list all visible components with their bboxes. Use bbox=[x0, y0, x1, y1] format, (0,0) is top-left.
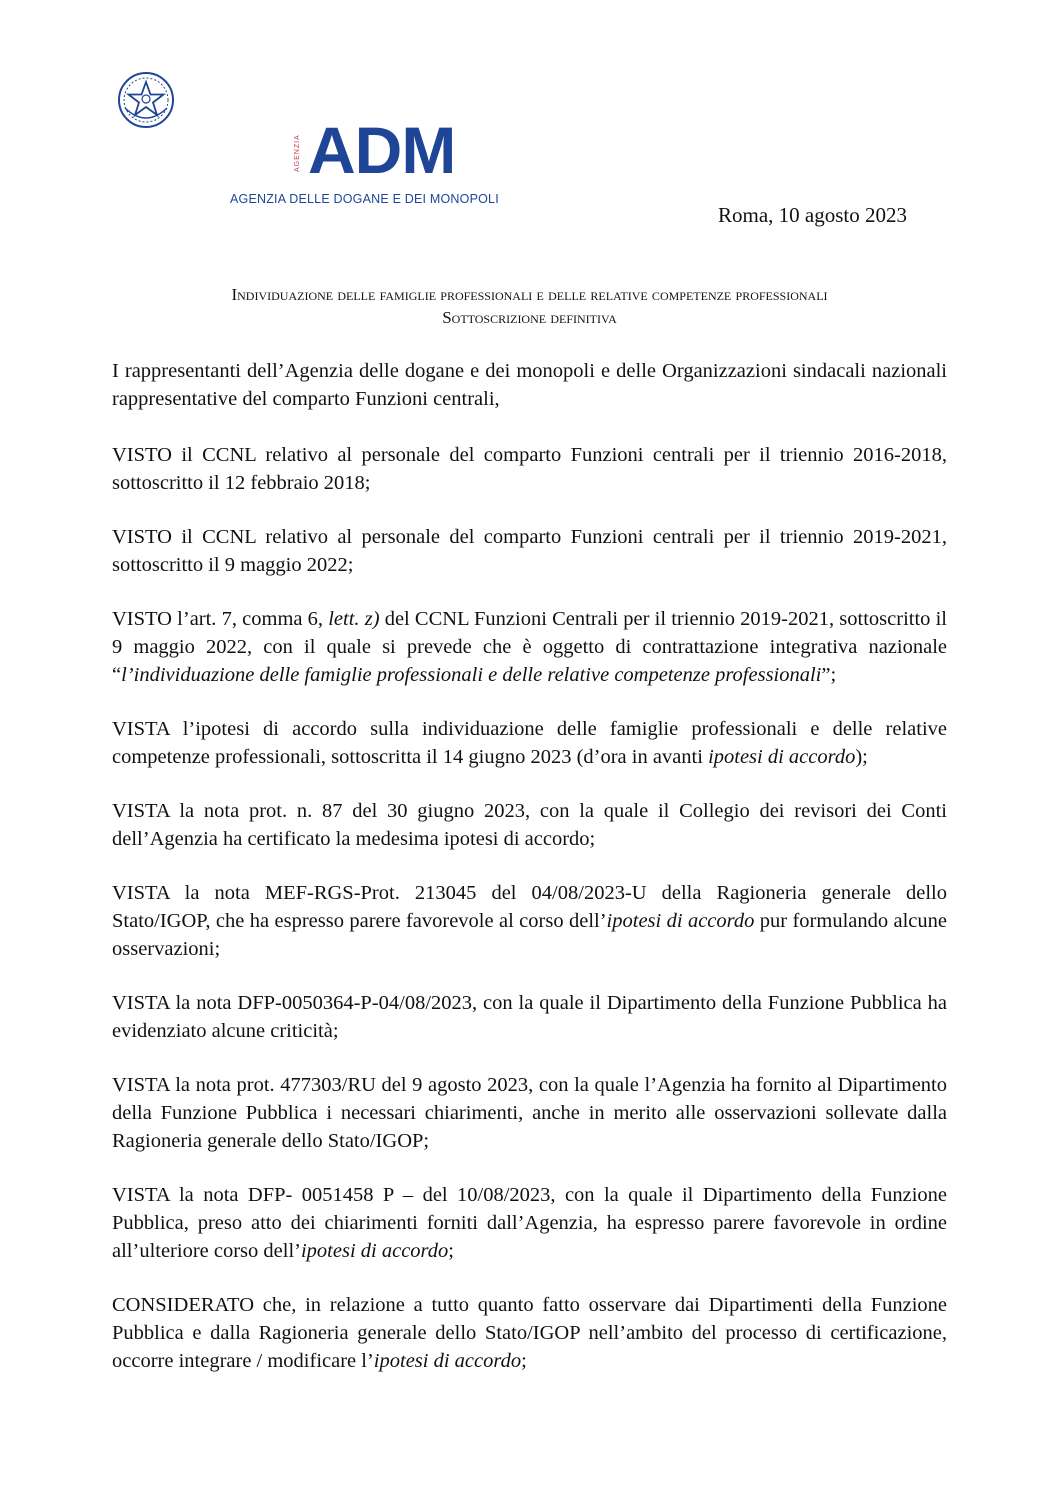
paragraph-vista-ipotesi bbox=[112, 715, 947, 771]
text-span: VISTA la nota MEF-RGS-Prot. 213045 del 04/08/2023-U della Ragioneria generale dello Stato/IGOP, che ha espresso parere favorevole al corso dell’ bbox=[112, 882, 947, 932]
paragraph-vista-nota-dfp-0050364: VISTA la nota DFP-0050364-P-04/08/2023, con la quale il Dipartimento della Funzione Pubblica ha evidenziato alcune criticità; bbox=[112, 992, 947, 1042]
paragraph-visto-art7 bbox=[112, 605, 947, 689]
paragraph-vista-nota-mef bbox=[112, 879, 947, 963]
logo-vertical-text: AGENZIA bbox=[294, 134, 301, 172]
title-line-1: Individuazione delle famiglie professionali e delle relative competenze professionali bbox=[231, 285, 828, 304]
text-span: VISTO l’art. 7, comma 6, bbox=[112, 608, 329, 630]
title-line-2: Sottoscrizione definitiva bbox=[442, 308, 617, 327]
text-span: ”; bbox=[821, 664, 837, 686]
paragraph-visto-ccnl-2019: VISTO il CCNL relativo al personale del comparto Funzioni centrali per il triennio 2019-2021, sottoscritto il 9 maggio 2022; bbox=[112, 526, 947, 576]
italian-republic-emblem-icon bbox=[116, 70, 176, 130]
italic-span: ipotesi di accordo bbox=[373, 1350, 522, 1372]
text-span: pur formulando alcune osservazioni; bbox=[112, 910, 948, 960]
text-span: VISTA l’ipotesi di accordo sulla individuazione delle famiglie professionali e delle relative competenze professionali, sottoscritta il 14 giugno 2023 (d’ora in avanti bbox=[112, 718, 947, 768]
text-span: CONSIDERATO che, in relazione a tutto quanto fatto osservare dai Dipartimenti della Funzione Pubblica e dalla Ragioneria generale dello Stato/IGOP nell’ambito del processo di certificazione, occorre integrare / modificare l’ bbox=[112, 1294, 947, 1372]
document-date: Roma, 10 agosto 2023 bbox=[718, 203, 907, 227]
paragraph-visto-ccnl-2016: VISTO il CCNL relativo al personale del comparto Funzioni centrali per il triennio 2016-2018, sottoscritto il 12 febbraio 2018; bbox=[112, 444, 947, 494]
text-span: del CCNL Funzioni Centrali per il triennio 2019-2021, sottoscritto il 9 maggio 2022, con il quale si prevede che è oggetto di contrattazione integrativa nazionale “ bbox=[112, 608, 947, 686]
paragraph-vista-nota-dfp-0051458 bbox=[112, 1181, 947, 1265]
paragraph-intro: I rappresentanti dell’Agenzia delle dogane e dei monopoli e delle Organizzazioni sindacali nazionali rappresentative del comparto Funzioni centrali, bbox=[112, 360, 947, 410]
adm-logo bbox=[112, 62, 499, 206]
logo-subtitle: AGENZIA DELLE DOGANE E DEI MONOPOLI bbox=[230, 192, 499, 206]
document-body bbox=[112, 357, 947, 1401]
italic-span: lett. z) bbox=[328, 608, 380, 630]
italic-span: ipotesi di accordo bbox=[606, 910, 755, 932]
document-title bbox=[112, 283, 947, 329]
logo-brand: ADM bbox=[308, 113, 456, 187]
italic-span: ipotesi di accordo bbox=[300, 1240, 449, 1262]
text-span: ; bbox=[448, 1240, 454, 1262]
italic-span: l’individuazione delle famiglie professionali e delle relative competenze professionali bbox=[121, 664, 822, 686]
paragraph-considerato bbox=[112, 1291, 947, 1375]
text-span: VISTA la nota DFP- 0051458 P – del 10/08/2023, con la quale il Dipartimento della Funzione Pubblica, preso atto dei chiarimenti forniti dall’Agenzia, ha espresso parere favorevole in ordine all’ulteriore corso dell’ bbox=[112, 1184, 947, 1262]
paragraph-vista-nota-87: VISTA la nota prot. n. 87 del 30 giugno 2023, con la quale il Collegio dei revisori dei Conti dell’Agenzia ha certificato la medesima ipotesi di accordo; bbox=[112, 800, 947, 850]
text-span: ; bbox=[521, 1350, 527, 1372]
text-span: ); bbox=[855, 746, 868, 768]
italic-span: ipotesi di accordo bbox=[708, 746, 856, 768]
paragraph-vista-nota-477303: VISTA la nota prot. 477303/RU del 9 agosto 2023, con la quale l’Agenzia ha fornito al Dipartimento della Funzione Pubblica i necessari chiarimenti, anche in merito alle osservazioni sollevate dalla Ragioneria generale dello Stato/IGOP; bbox=[112, 1074, 947, 1152]
